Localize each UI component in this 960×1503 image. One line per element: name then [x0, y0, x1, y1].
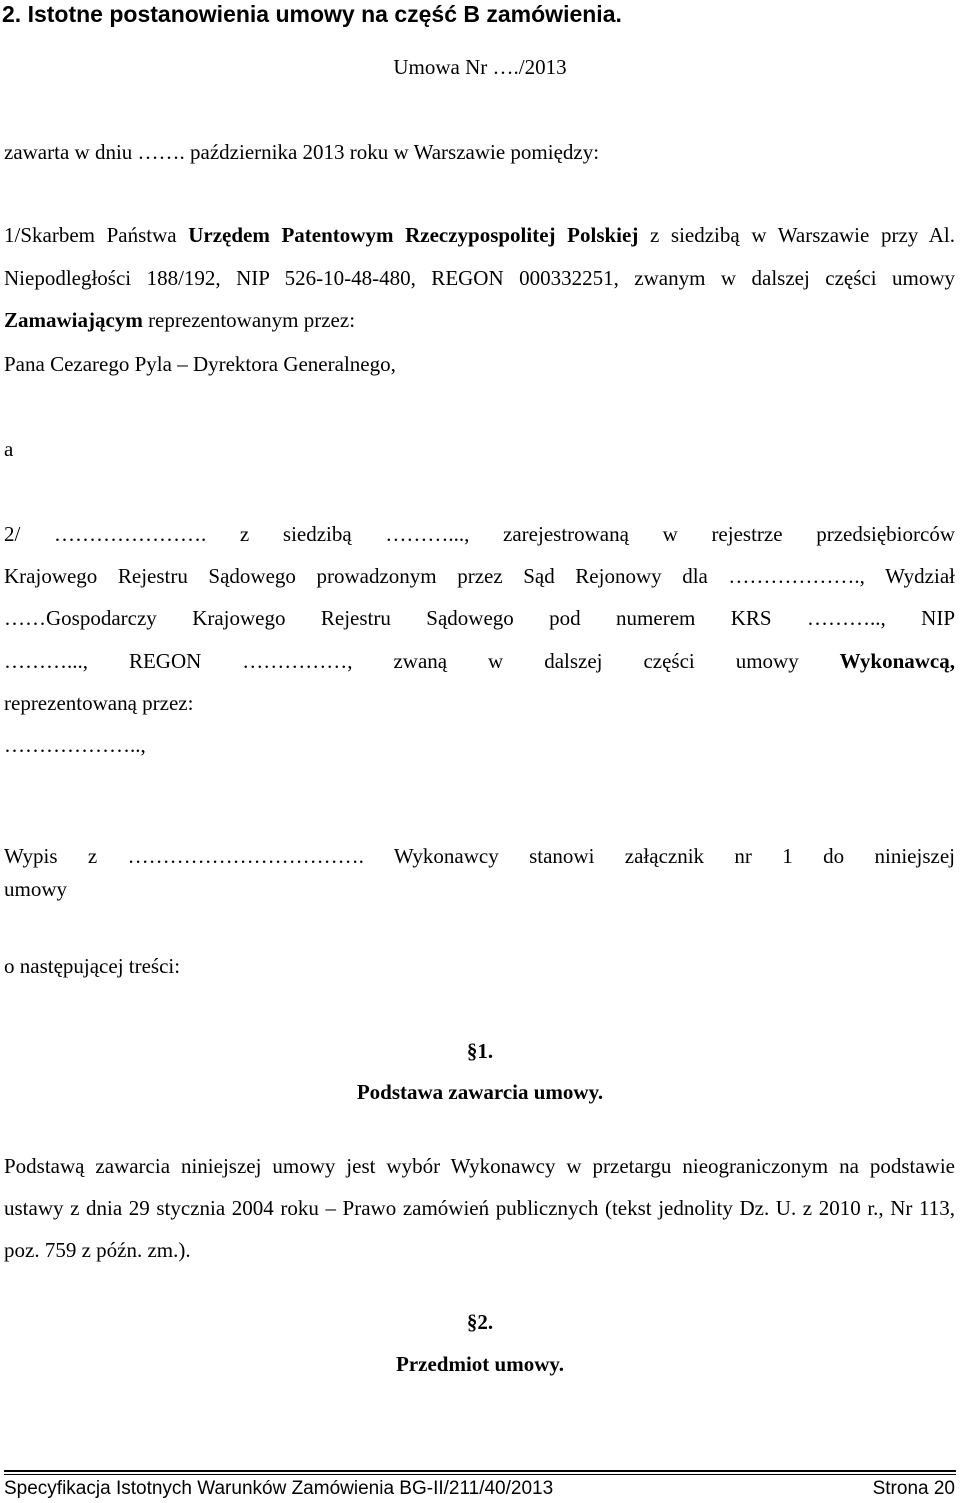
party2-role: Wykonawcą, [839, 649, 955, 673]
section-2-number: §2. [466, 1310, 494, 1334]
section-2-title: Przedmiot umowy. [396, 1352, 564, 1376]
party2-line4-text: ………..., REGON ……………, zwaną w dalszej części umowy [4, 649, 840, 673]
concluded-line: zawarta w dniu ……. października 2013 roku w Warszawie pomiędzy: [4, 140, 600, 164]
footer-document-title: Specyfikacja Istotnych Warunków Zamówienia BG-II/211/40/2013 [4, 1478, 554, 1499]
party2-line4 [4, 646, 955, 676]
party1-suffix: reprezentowanym przez: [142, 308, 356, 332]
extract-line1: Wypis z ……………………………. Wykonawcy stanowi załącznik nr 1 do niniejszej [4, 844, 955, 868]
party2-line5: reprezentowaną przez: [4, 691, 194, 715]
footer-rule-thin [4, 1474, 956, 1475]
party1-name: Urzędem Patentowym Rzeczypospolitej Polskiej [188, 223, 639, 247]
section-1-title: Podstawa zawarcia umowy. [356, 1080, 604, 1104]
following-line: o następującej treści: [4, 954, 181, 978]
party2-line3: ……Gospodarczy Krajowego Rejestru Sądowego pod numerem KRS ……….., NIP [4, 606, 955, 630]
footer-rule [4, 1470, 956, 1472]
party2-line2: Krajowego Rejestru Sądowego prowadzonym przez Sąd Rejonowy dla ………………., Wydział [4, 564, 955, 588]
section-1-number: §1. [466, 1039, 494, 1063]
party1-prefix: 1/Skarbem Państwa [4, 223, 189, 247]
party2-line1: 2/ …………………. z siedzibą ………..., zarejestrowaną w rejestrze przedsiębiorców [4, 522, 955, 546]
party1-middle: z siedzibą w Warszawie przy Al. Niepodległości 188/192, NIP 526-10-48-480, REGON 000332251, zwanym w dalszej części umowy [4, 223, 955, 290]
footer-page-number: Strona 20 [872, 1478, 955, 1499]
party2-line6: ……………….., [4, 733, 146, 757]
party1-representative: Pana Cezarego Pyla – Dyrektora Generalnego, [4, 352, 396, 376]
section-1-body: Podstawą zawarcia niniejszej umowy jest wybór Wykonawcy w przetargu nieograniczonym na podstawie ustawy z dnia 29 stycznia 2004 roku – Prawo zamówień publicznych (tekst jednolity Dz. U. z 2010 r., Nr 113, poz. 759 z późn. zm.). [4, 1154, 955, 1262]
extract-line2: umowy [4, 877, 67, 901]
party1-paragraph [4, 214, 955, 342]
conjunction: a [4, 437, 14, 461]
party1-role: Zamawiającym [4, 308, 143, 332]
contract-number: Umowa Nr …./2013 [393, 55, 567, 79]
section-heading: 2. Istotne postanowienia umowy na część B zamówienia. [2, 1, 622, 27]
